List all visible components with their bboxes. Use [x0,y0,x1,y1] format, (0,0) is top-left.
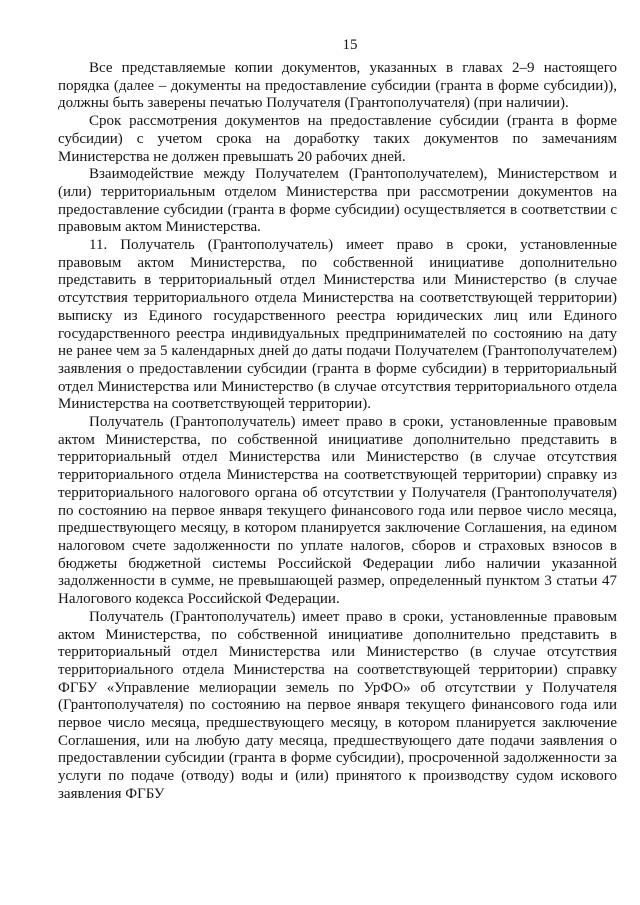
document-body [58,60,617,804]
paragraph-review-period: Срок рассмотрения документов на предоставление субсидии (гранта в форме субсидии) с учетом срока на доработку таких документов по замечаниям Министерства не должен превышать 20 рабочих дней. [58,113,617,165]
paragraph-copies-certified: Все представляемые копии документов, указанных в главах 2–9 настоящего порядка (далее – документы на предоставление субсидии (гранта в форме субсидии)), должны быть заверены печатью Получателя (Грантополучателя) (при наличии). [58,60,617,112]
page-number: 15 [342,37,358,53]
paragraph-fgbu-certificate: Получатель (Грантополучатель) имеет право в сроки, установленные правовым актом Министерства, по собственной инициативе дополнительно представить в территориальный отдел Министерства или Министерство (в случае отсутствия территориального отдела Министерства на соответствующей территории) справку ФГБУ «Управление мелиорации земель по УрФО» об отсутствии у Получателя (Грантополучателя) по состоянию на первое января текущего финансового года или первое число месяца, предшествующего месяцу, в котором планируется заключение Соглашения, или на любую дату месяца, предшествующего дате подачи заявления о предоставлении субсидии (гранта в форме субсидии), просроченной задолженности за услуги по подаче (отводу) воды и (или) принятого к производству судом искового заявления ФГБУ [58,608,617,802]
paragraph-interaction: Взаимодействие между Получателем (Грантополучателем), Министерством и (или) территориальным отделом Министерства при рассмотрении документов на предоставление субсидии (гранта в форме субсидии) осуществляется в соответствии с правовым актом Министерства. [58,166,617,236]
paragraph-item-11-registry-extract: 11. Получатель (Грантополучатель) имеет право в сроки, установленные правовым актом Министерства, по собственной инициативе дополнительно представить в территориальный отдел Министерства или Министерство (в случае отсутствия территориального отдела Министерства на соответствующей территории) выписку из Единого государственного реестра юридических лиц или Единого государственного реестра индивидуальных предпринимателей по состоянию на дату не ранее чем за 5 календарных дней до даты подачи Получателем (Грантополучателем) заявления о предоставлении субсидии (гранта в форме субсидии) в территориальный отдел Министерства или Министерство (в случае отсутствия территориального отдела Министерства на соответствующей территории). [58,237,617,413]
paragraph-tax-certificate: Получатель (Грантополучатель) имеет право в сроки, установленные правовым актом Министерства, по собственной инициативе дополнительно представить в территориальный отдел Министерства или Министерство (в случае отсутствия территориального отдела Министерства на соответствующей территории) справку из территориального налогового органа об отсутствии у Получателя (Грантополучателя) по состоянию на первое января текущего финансового года или первое число месяца, предшествующего месяцу, в котором планируется заключение Соглашения, на едином налоговом счете задолженности по уплате налогов, сборов и страховых взносов в бюджеты бюджетной системы Российской Федерации либо наличии указанной задолженности в сумме, не превышающей размер, определенный пунктом 3 статьи 47 Налогового кодекса Российской Федерации. [58,414,617,608]
